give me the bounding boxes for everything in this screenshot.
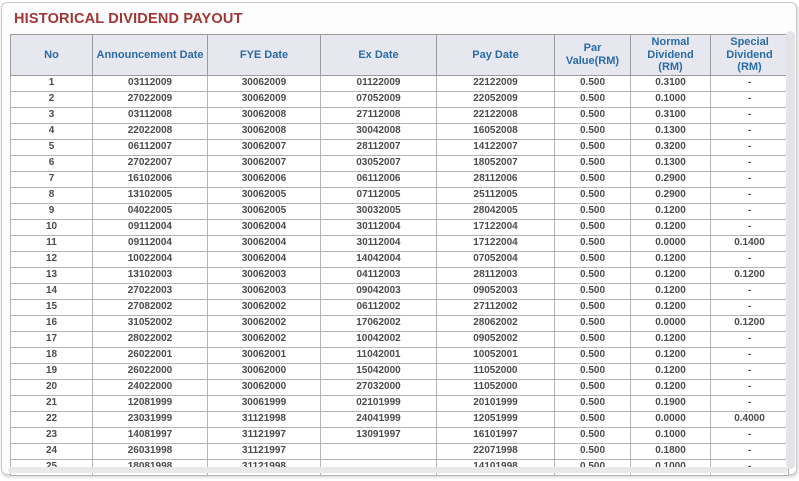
table-row	[11, 283, 789, 299]
table-cell: 30062005	[208, 187, 321, 203]
table-cell: -	[711, 379, 789, 395]
table-cell: 30061999	[208, 395, 321, 411]
table-cell: 03112009	[93, 75, 208, 91]
table-cell: 09112004	[93, 219, 208, 235]
table-cell: 13	[11, 267, 93, 283]
table-row	[11, 299, 789, 315]
table-cell: -	[711, 75, 789, 91]
table-cell: 06112007	[93, 139, 208, 155]
table-cell: 24022000	[93, 379, 208, 395]
table-cell: 30062007	[208, 139, 321, 155]
table-cell: 12081999	[93, 395, 208, 411]
table-cell: 27022003	[93, 283, 208, 299]
table-cell: 14042004	[321, 251, 437, 267]
table-cell: 22122009	[437, 75, 555, 91]
table-cell: 0.500	[555, 427, 631, 443]
table-cell: 26022000	[93, 363, 208, 379]
table-cell: 0.4000	[711, 411, 789, 427]
table-cell: 0.2900	[631, 171, 711, 187]
table-cell: 0.1200	[711, 315, 789, 331]
table-cell: 16052008	[437, 123, 555, 139]
table-row	[11, 91, 789, 107]
table-cell: 31121997	[208, 443, 321, 459]
table-cell: 09112004	[93, 235, 208, 251]
table-row	[11, 347, 789, 363]
table-cell: 01122009	[321, 75, 437, 91]
table-cell: 30062002	[208, 331, 321, 347]
table-cell: 0.1200	[631, 219, 711, 235]
table-cell: 18052007	[437, 155, 555, 171]
table-cell: 27112002	[437, 299, 555, 315]
table-cell: 27112008	[321, 107, 437, 123]
table-cell: 11	[11, 235, 93, 251]
table-cell: 30062008	[208, 123, 321, 139]
table-cell: 0.500	[555, 107, 631, 123]
table-cell: 17122004	[437, 219, 555, 235]
table-cell: 30062000	[208, 363, 321, 379]
table-cell: 0.1300	[631, 155, 711, 171]
table-row	[11, 187, 789, 203]
table-cell: -	[711, 155, 789, 171]
table-row	[11, 219, 789, 235]
table-cell: 0.500	[555, 123, 631, 139]
table-row	[11, 411, 789, 427]
table-cell: 0.1000	[631, 427, 711, 443]
table-cell: 20	[11, 379, 93, 395]
table-cell: 6	[11, 155, 93, 171]
dividend-payout-panel	[1, 2, 797, 475]
table-cell: -	[711, 363, 789, 379]
table-row	[11, 139, 789, 155]
column-header-par-value: Par Value(RM)	[555, 35, 631, 76]
table-cell: 30062003	[208, 283, 321, 299]
table-cell: -	[711, 443, 789, 459]
header-row	[11, 35, 789, 76]
table-cell: 30062009	[208, 75, 321, 91]
table-cell: 27022009	[93, 91, 208, 107]
table-cell: 30062002	[208, 299, 321, 315]
table-cell: 30062006	[208, 171, 321, 187]
table-cell: -	[711, 171, 789, 187]
table-row	[11, 363, 789, 379]
table-cell: 17062002	[321, 315, 437, 331]
table-cell: 0.500	[555, 379, 631, 395]
table-cell: 10052001	[437, 347, 555, 363]
table-cell: 07052009	[321, 91, 437, 107]
table-cell: 0.1200	[631, 203, 711, 219]
table-cell: 10	[11, 219, 93, 235]
table-cell: 0.500	[555, 203, 631, 219]
table-body	[11, 75, 789, 475]
table-cell: 13102005	[93, 187, 208, 203]
table-cell: 0.500	[555, 443, 631, 459]
table-cell: -	[711, 251, 789, 267]
table-cell: 0.0000	[631, 315, 711, 331]
table-cell: 0.1200	[711, 267, 789, 283]
table-cell: 30062002	[208, 315, 321, 331]
column-header-special-dividend: Special Dividend (RM)	[711, 35, 789, 76]
page-title: HISTORICAL DIVIDEND PAYOUT	[14, 11, 243, 27]
table-cell: -	[711, 187, 789, 203]
table-header	[11, 35, 789, 76]
table-cell: 0.2900	[631, 187, 711, 203]
table-cell: 19	[11, 363, 93, 379]
table-cell: 14122007	[437, 139, 555, 155]
table-cell: 03112008	[93, 107, 208, 123]
table-cell: 0.500	[555, 331, 631, 347]
table-row	[11, 267, 789, 283]
table-cell: 09052003	[437, 283, 555, 299]
table-cell: -	[711, 299, 789, 315]
column-header-normal-dividend: Normal Dividend (RM)	[631, 35, 711, 76]
table-cell: 04022005	[93, 203, 208, 219]
table-cell: -	[711, 139, 789, 155]
column-header-ex-date: Ex Date	[321, 35, 437, 76]
table-cell: 0.500	[555, 299, 631, 315]
table-cell: 31121998	[208, 411, 321, 427]
table-cell: 0.1000	[631, 91, 711, 107]
table-cell: 20101999	[437, 395, 555, 411]
table-cell: 30042008	[321, 123, 437, 139]
table-cell: 0.500	[555, 283, 631, 299]
table-cell: 0.500	[555, 235, 631, 251]
table-cell: 0.3100	[631, 107, 711, 123]
table-cell: 0.500	[555, 155, 631, 171]
table-cell: 0.3200	[631, 139, 711, 155]
table-cell: 14	[11, 283, 93, 299]
table-cell: 13091997	[321, 427, 437, 443]
table-cell: 0.0000	[631, 235, 711, 251]
table-cell: 02101999	[321, 395, 437, 411]
table-row	[11, 203, 789, 219]
table-cell: 0.1200	[631, 363, 711, 379]
column-header-no: No	[11, 35, 93, 76]
table-row	[11, 251, 789, 267]
table-cell: -	[711, 427, 789, 443]
table-cell: 28112006	[437, 171, 555, 187]
table-cell: 23031999	[93, 411, 208, 427]
table-cell: -	[711, 395, 789, 411]
table-cell: 10042002	[321, 331, 437, 347]
table-cell: 0.1900	[631, 395, 711, 411]
table-cell: 0.0000	[631, 411, 711, 427]
table-cell: -	[711, 123, 789, 139]
table-cell: 9	[11, 203, 93, 219]
table-row	[11, 235, 789, 251]
table-cell: 30062003	[208, 267, 321, 283]
table-cell: 30112004	[321, 219, 437, 235]
table-cell: 24	[11, 443, 93, 459]
table-cell: 3	[11, 107, 93, 123]
table-cell: 0.1300	[631, 123, 711, 139]
table-cell: 22122008	[437, 107, 555, 123]
table-cell: 2	[11, 91, 93, 107]
table-cell: 12	[11, 251, 93, 267]
table-cell: -	[711, 91, 789, 107]
table-row	[11, 315, 789, 331]
table-cell: 4	[11, 123, 93, 139]
table-cell: 0.500	[555, 91, 631, 107]
table-cell: 07052004	[437, 251, 555, 267]
table-cell: 11052000	[437, 363, 555, 379]
table-cell: -	[711, 203, 789, 219]
table-cell: 0.500	[555, 347, 631, 363]
table-cell: 30062004	[208, 219, 321, 235]
table-cell: 30032005	[321, 203, 437, 219]
table-cell: 07112005	[321, 187, 437, 203]
table-cell: 30062008	[208, 107, 321, 123]
table-cell: 17	[11, 331, 93, 347]
table-cell: 0.1200	[631, 347, 711, 363]
table-cell: 22071998	[437, 443, 555, 459]
table-cell: 0.1800	[631, 443, 711, 459]
table-cell: 1	[11, 75, 93, 91]
table-cell: 0.500	[555, 187, 631, 203]
table-cell: 0.500	[555, 139, 631, 155]
table-cell: 30062000	[208, 379, 321, 395]
table-cell: 09042003	[321, 283, 437, 299]
table-cell: 0.1400	[711, 235, 789, 251]
table-cell: -	[711, 283, 789, 299]
table-cell: 30062007	[208, 155, 321, 171]
column-header-fye-date: FYE Date	[208, 35, 321, 76]
table-row	[11, 331, 789, 347]
table-cell: 30112004	[321, 235, 437, 251]
table-cell: 22	[11, 411, 93, 427]
table-cell: 0.500	[555, 363, 631, 379]
table-cell: 28112003	[437, 267, 555, 283]
dividend-table	[10, 34, 789, 476]
table-cell: 21	[11, 395, 93, 411]
table-cell: 15042000	[321, 363, 437, 379]
table-cell: 04112003	[321, 267, 437, 283]
table-cell: 22052009	[437, 91, 555, 107]
table-cell: 30062001	[208, 347, 321, 363]
table-cell: 0.500	[555, 171, 631, 187]
table-cell: 16102006	[93, 171, 208, 187]
column-header-announcement-date: Announcement Date	[93, 35, 208, 76]
table-cell: 5	[11, 139, 93, 155]
panel-right-edge	[786, 31, 795, 469]
table-row	[11, 395, 789, 411]
table-cell: 27082002	[93, 299, 208, 315]
table-cell: 0.1200	[631, 283, 711, 299]
table-cell: 13102003	[93, 267, 208, 283]
table-cell: 30062004	[208, 235, 321, 251]
table-cell: 28022002	[93, 331, 208, 347]
table-cell: 0.500	[555, 395, 631, 411]
table-cell: -	[711, 219, 789, 235]
table-cell: 27032000	[321, 379, 437, 395]
table-cell: -	[711, 347, 789, 363]
table-cell: 31121997	[208, 427, 321, 443]
table-cell: 0.500	[555, 75, 631, 91]
table-cell: 0.500	[555, 267, 631, 283]
table-cell: 30062009	[208, 91, 321, 107]
table-cell: 30062005	[208, 203, 321, 219]
table-cell: 0.500	[555, 251, 631, 267]
table-cell: 26031998	[93, 443, 208, 459]
table-cell: 7	[11, 171, 93, 187]
table-cell: 12051999	[437, 411, 555, 427]
table-cell: 10022004	[93, 251, 208, 267]
table-cell: 09052002	[437, 331, 555, 347]
table-cell: 23	[11, 427, 93, 443]
table-cell: 0.1200	[631, 299, 711, 315]
table-cell: 06112006	[321, 171, 437, 187]
table-row	[11, 443, 789, 459]
panel-bottom-edge	[8, 467, 788, 473]
table-cell: 8	[11, 187, 93, 203]
table-row	[11, 427, 789, 443]
table-cell: 28042005	[437, 203, 555, 219]
table-cell: 0.500	[555, 219, 631, 235]
table-cell	[321, 443, 437, 459]
column-header-pay-date: Pay Date	[437, 35, 555, 76]
table-cell: 16	[11, 315, 93, 331]
table-cell: 03052007	[321, 155, 437, 171]
table-cell: 25112005	[437, 187, 555, 203]
table-cell: 0.1200	[631, 251, 711, 267]
table-cell: 0.1200	[631, 267, 711, 283]
table-row	[11, 379, 789, 395]
table-cell: 15	[11, 299, 93, 315]
table-cell: 0.500	[555, 315, 631, 331]
table-cell: -	[711, 107, 789, 123]
table-cell: 18	[11, 347, 93, 363]
table-cell: -	[711, 331, 789, 347]
table-cell: 16101997	[437, 427, 555, 443]
table-cell: 0.3100	[631, 75, 711, 91]
table-cell: 06112002	[321, 299, 437, 315]
table-cell: 27022007	[93, 155, 208, 171]
table-row	[11, 171, 789, 187]
table-cell: 30062004	[208, 251, 321, 267]
table-cell: 0.500	[555, 411, 631, 427]
table-cell: 28062002	[437, 315, 555, 331]
table-cell: 0.1200	[631, 379, 711, 395]
table-cell: 14081997	[93, 427, 208, 443]
table-row	[11, 75, 789, 91]
table-cell: 31052002	[93, 315, 208, 331]
table-row	[11, 107, 789, 123]
table-cell: 24041999	[321, 411, 437, 427]
table-cell: 11042001	[321, 347, 437, 363]
table-cell: 22022008	[93, 123, 208, 139]
table-cell: 11052000	[437, 379, 555, 395]
table-row	[11, 123, 789, 139]
table-row	[11, 155, 789, 171]
table-cell: 28112007	[321, 139, 437, 155]
table-cell: 0.1200	[631, 331, 711, 347]
table-cell: 17122004	[437, 235, 555, 251]
table-cell: 26022001	[93, 347, 208, 363]
